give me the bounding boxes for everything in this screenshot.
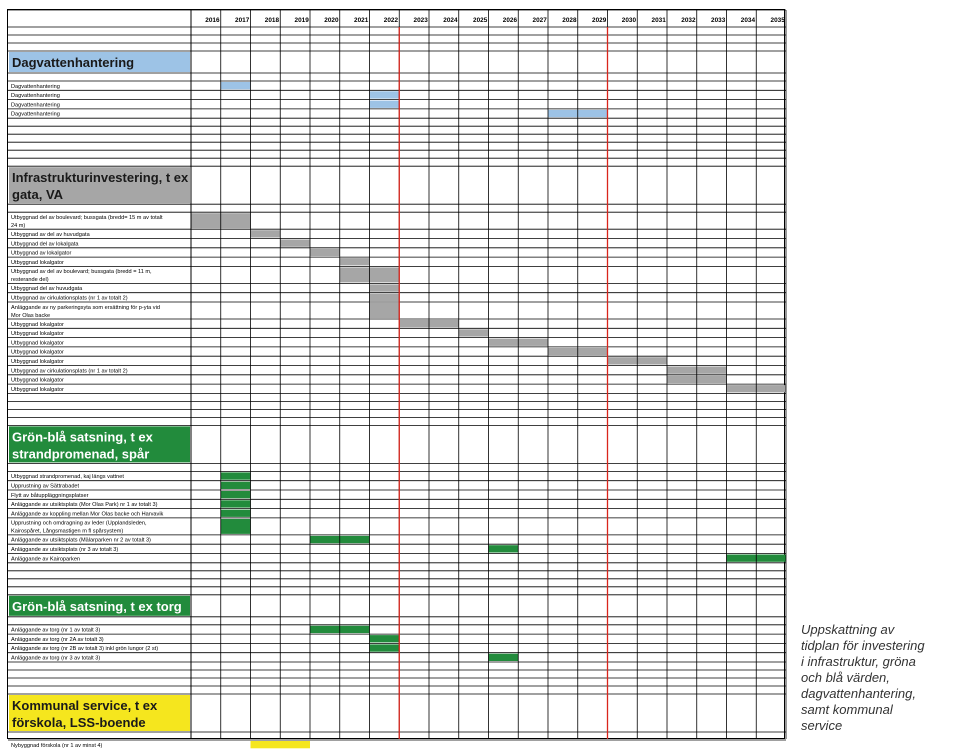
gantt-bar xyxy=(221,491,251,498)
task-label: Utbyggnad del av boulevard; bussgata (bredd= 15 m av totalt xyxy=(11,215,163,221)
task-label: Kairospåret, Långsmastigen m fl spårsystem) xyxy=(11,528,124,535)
gantt-bar xyxy=(370,635,400,642)
caption-line: service xyxy=(801,718,843,733)
year-header: 2030 xyxy=(621,17,637,24)
task-label: Utbyggnad av del av boulevard; bussgata (bredd = 11 m, xyxy=(11,269,152,276)
gantt-frame xyxy=(7,9,785,749)
task-label: Anläggande av utsiktsplats (Mor Olas Park) nr 1 av totalt 3) xyxy=(11,502,158,509)
year-header: 2019 xyxy=(294,17,309,24)
gantt-bar xyxy=(489,545,519,552)
year-header: 2016 xyxy=(205,17,220,24)
gantt-bar xyxy=(489,654,519,661)
task-label: Utbyggnad del av lokalgata xyxy=(11,241,79,248)
task-label: Anläggande av torg (nr 3 av totalt 3) xyxy=(11,655,101,662)
gantt-bar xyxy=(370,303,400,318)
task-label: Utbyggnad lokalgator xyxy=(11,321,64,328)
task-label: Utbyggnad av cirkulationsplats (nr 1 av totalt 2) xyxy=(11,295,128,302)
task-label: Upprustning av Sättrabadet xyxy=(11,483,80,490)
caption-line: Uppskattning av xyxy=(801,622,895,637)
section-title: förskola, LSS-boende xyxy=(12,715,146,730)
task-label: resterande del) xyxy=(11,277,49,284)
year-header: 2032 xyxy=(681,17,696,24)
year-header: 2023 xyxy=(413,17,428,24)
task-label: Utbyggnad lokalgator xyxy=(11,377,64,384)
gantt-bar xyxy=(221,82,251,89)
caption-line: tidplan för investering xyxy=(801,638,925,653)
year-header: 2017 xyxy=(235,17,250,24)
section-title: Grön-blå satsning, t ex torg xyxy=(12,598,182,614)
task-label: Flytt av båtuppläggningsplatser xyxy=(11,492,89,499)
task-label: 24 m) xyxy=(11,223,26,229)
task-label: Upprustning och omdragning av leder (Upplandsleden, xyxy=(11,520,147,527)
task-label: Utbyggnad lokalgator xyxy=(11,386,64,393)
caption-text xyxy=(801,622,951,734)
task-label: Mor Olas backe xyxy=(11,312,51,319)
year-header: 2018 xyxy=(264,17,280,24)
task-label: Dagvattenhantering xyxy=(11,83,60,90)
task-label: Utbyggnad lokalgator xyxy=(11,359,64,365)
gantt-bar xyxy=(370,101,400,108)
task-label: Dagvattenhantering xyxy=(11,102,60,109)
year-header: 2024 xyxy=(443,17,458,24)
year-header: 2027 xyxy=(532,17,547,24)
task-label: Utbyggnad av lokalgator xyxy=(11,250,72,257)
year-header: 2035 xyxy=(770,17,785,24)
task-label: Anläggande av torg (nr 1 av totalt 3) xyxy=(11,627,101,634)
task-label: Nybyggnad förskola (nr 1 av minst 4) xyxy=(11,742,103,749)
year-header: 2021 xyxy=(354,17,369,24)
year-header: 2026 xyxy=(502,17,518,24)
task-label: Utbyggnad del av huvudgata xyxy=(11,286,83,293)
gantt-bar xyxy=(221,482,251,489)
gantt-bar xyxy=(221,500,251,507)
task-label: Utbyggnad av del av huvudgata xyxy=(11,232,90,238)
year-header: 2033 xyxy=(711,17,726,24)
section-title: gata, VA xyxy=(12,187,64,203)
caption-line: i infrastruktur, gröna xyxy=(801,654,916,669)
section-title: Infrastrukturinvestering, t ex xyxy=(12,170,189,186)
year-header: 2028 xyxy=(562,17,577,24)
task-label: Utbyggnad lokalgator xyxy=(11,349,64,356)
section-title: Kommunal service, t ex xyxy=(12,698,158,713)
section-title: Grön-blå satsning, t ex xyxy=(12,429,153,445)
gantt-bar xyxy=(370,644,400,651)
gantt-bar xyxy=(221,519,251,534)
section-title: strandpromenad, spår xyxy=(12,446,150,462)
gantt-bar xyxy=(251,741,311,748)
year-header: 2034 xyxy=(740,17,756,24)
task-label: Anläggande av Kairoparken xyxy=(11,556,81,563)
task-label: Anläggande av koppling mellan Mor Olas backe och Harvavik xyxy=(11,511,164,518)
task-label: Anläggande av ny parkeringsyta som ersättning för p-yta vid xyxy=(11,304,160,311)
gantt-chart xyxy=(8,10,786,749)
gantt-bar xyxy=(459,329,489,336)
task-label: Utbyggnad av cirkulationsplats (nr 1 av totalt 2) xyxy=(11,368,128,375)
task-label: Dagvattenhantering xyxy=(11,93,60,100)
caption-line: och blå värden, xyxy=(801,670,890,685)
gantt-bar xyxy=(221,510,251,517)
task-label: Anläggande av torg (nr 2A av totalt 3) xyxy=(11,636,104,643)
year-header: 2022 xyxy=(383,17,399,24)
task-label: Anläggande av utsiktsplats (nr 3 av totalt 3) xyxy=(11,547,119,553)
gantt-bar xyxy=(370,91,400,98)
gantt-bar xyxy=(221,472,251,479)
year-header: 2025 xyxy=(473,17,488,24)
task-label: Dagvattenhantering xyxy=(11,111,60,118)
task-label: Anläggande av utsiktsplats (Mälarparken nr 2 av totalt 3) xyxy=(11,537,151,544)
year-header: 2020 xyxy=(324,17,339,24)
caption-line: samt kommunal xyxy=(801,702,893,717)
year-header: 2031 xyxy=(651,17,666,24)
task-label: Utbyggnad lokalgator xyxy=(11,340,64,347)
task-label: Utbyggnad strandpromenad, kaj längs vattnet xyxy=(11,474,124,481)
caption-line: dagvattenhantering, xyxy=(801,686,916,701)
gantt-bar xyxy=(340,258,370,265)
gantt-bar xyxy=(310,249,340,256)
gantt-bar xyxy=(280,240,310,247)
year-header: 2029 xyxy=(592,17,607,24)
task-label: Utbyggnad lokalgator xyxy=(11,331,64,338)
gantt-bar xyxy=(370,284,400,291)
gantt-bar xyxy=(251,230,281,237)
task-label: Anläggande av torg (nr 2B av totalt 3) inkl grön lungor (2 st) xyxy=(11,646,159,653)
gantt-bar xyxy=(370,294,400,301)
section-title: Dagvattenhantering xyxy=(12,55,135,70)
task-label: Utbyggnad lokalgator xyxy=(11,259,64,266)
